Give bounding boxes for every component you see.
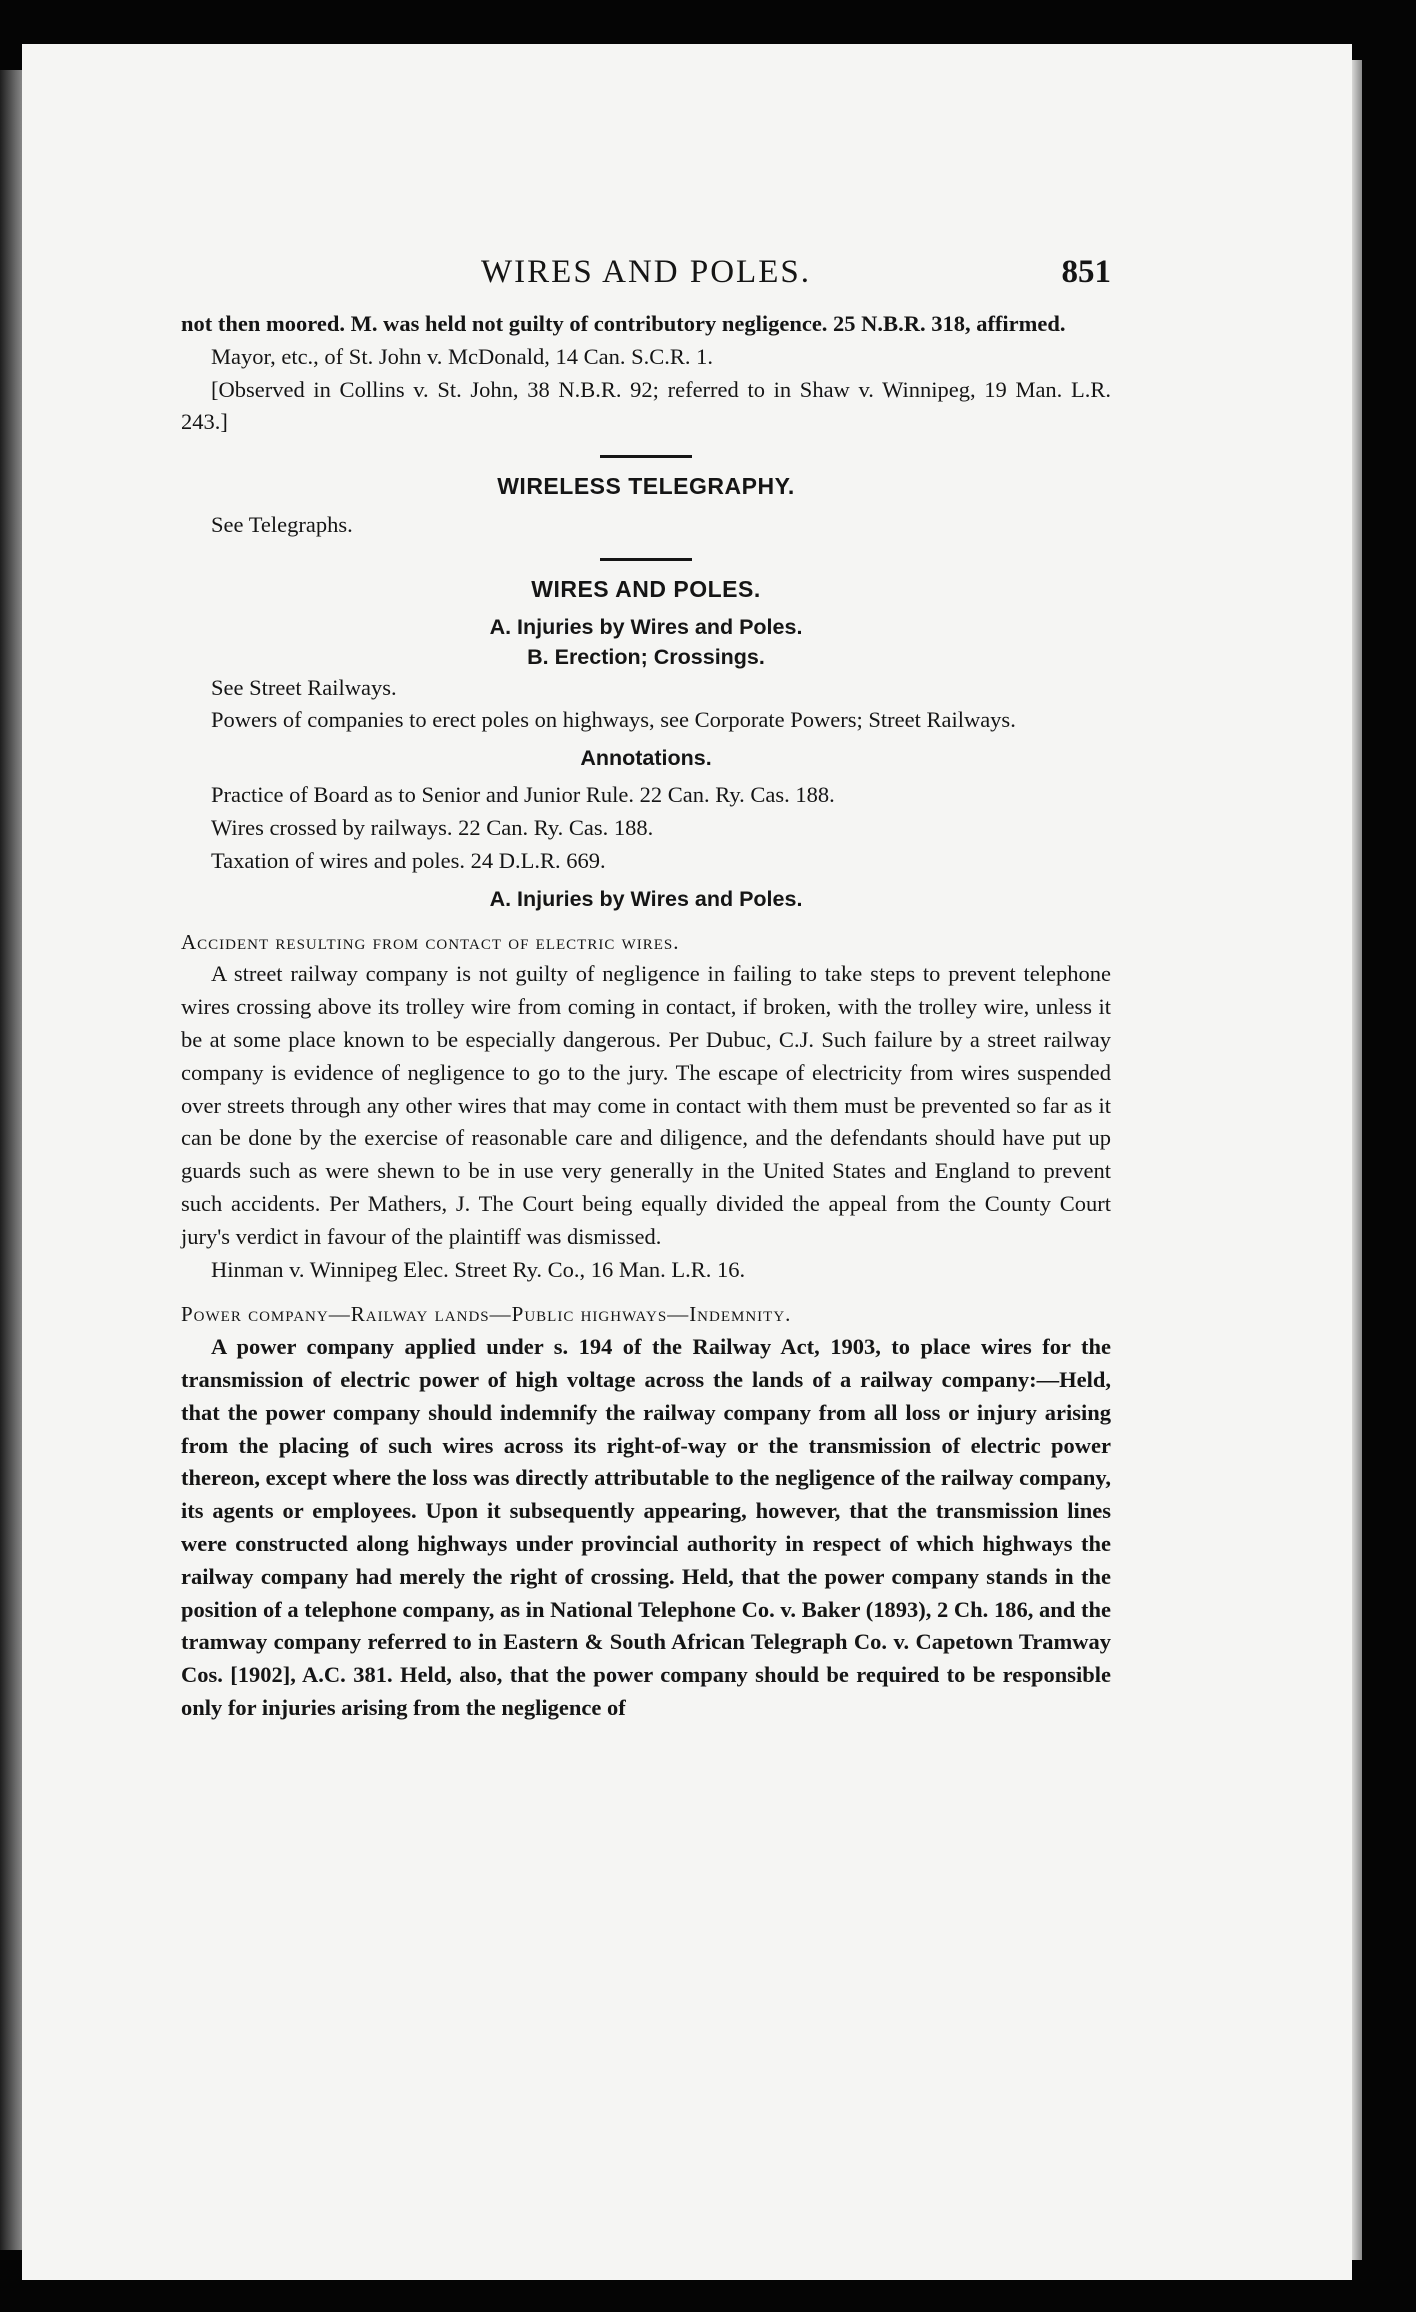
citation-hinman: Hinman v. Winnipeg Elec. Street Ry. Co., 16 Man. L.R. 16.	[211, 1256, 746, 1282]
section-rule	[600, 455, 692, 458]
caption-accident: Accident resulting from contact of electric wires.	[181, 929, 680, 954]
annotation-item: Practice of Board as to Senior and Junior Rule. 22 Can. Ry. Cas. 188.	[211, 782, 835, 808]
section-rule	[600, 558, 692, 561]
observed-note: [Observed in Collins v. St. John, 38 N.B.R. 92; referred to in Shaw v. Winnipeg, 19 Man. L.R. 243.]	[181, 376, 1111, 435]
page-number: 851	[1061, 254, 1111, 290]
caption-power-company: Power company—Railway lands—Public highways—Indemnity.	[181, 1302, 792, 1327]
section-a-heading: A. Injuries by Wires and Poles.	[489, 886, 803, 911]
page-edge	[1352, 60, 1362, 2260]
subhead-b: B. Erection; Crossings.	[527, 644, 765, 669]
page-content	[181, 256, 1111, 1725]
annotation-item: Wires crossed by railways. 22 Can. Ry. Cas. 188.	[211, 814, 654, 840]
running-head	[181, 256, 1111, 300]
paragraph-power-company: A power company applied under s. 194 of the Railway Act, 1903, to place wires for the transmission of electric power of high voltage across the lands of a railway company:—Held, that the power company should indemnify the railway company from all loss or injury arising from the placing of such wires across its right-of-way or the transmission of electric power thereon, except where the loss was directly attributable to the negligence of the railway company, its agents or employees. Upon it subsequently appearing, however, that the transmission lines were constructed along highways under provincial authority in respect of which highways the railway company had merely the right of crossing. Held, that the power company stands in the position of a telephone company, as in National Telephone Co. v. Baker (1893), 2 Ch. 186, and the tramway company referred to in Eastern & South African Telegraph Co. v. Capetown Tramway Cos. [1902], A.C. 381. Held, also, that the power company should be required to be responsible only for injuries arising from the negligence of	[181, 1334, 1111, 1720]
powers-reference: Powers of companies to erect poles on highways, see Corporate Powers; Street Railways.	[211, 707, 1016, 733]
continuation-paragraph: not then moored. M. was held not guilty of contributory negligence. 25 N.B.R. 318, affirmed.	[181, 311, 1066, 336]
wires-see-reference: See Street Railways.	[211, 674, 397, 700]
paragraph-accident: A street railway company is not guilty of negligence in failing to take steps to prevent telephone wires crossing above its trolley wire from coming in contact, if broken, with the trolley wire, unless it be at some place known to be especially dangerous. Per Dubuc, C.J. Such failure by a street railway company is evidence of negligence to go to the jury. The escape of electricity from wires suspended over streets through any other wires that may come in contact with them must be prevented so far as it can be done by the exercise of reasonable care and diligence, and the defendants should have put up guards such as were shewn to be in use very generally in the United States and England to prevent such accidents. Per Mathers, J. The Court being equally divided the appeal from the County Court jury's verdict in favour of the plaintiff was dismissed.	[181, 961, 1111, 1249]
case-citation: Mayor, etc., of St. John v. McDonald, 14 Can. S.C.R. 1.	[211, 343, 713, 369]
annotation-item: Taxation of wires and poles. 24 D.L.R. 669.	[211, 847, 606, 873]
wires-heading: WIRES AND POLES.	[531, 575, 761, 602]
running-title: WIRES AND POLES.	[481, 254, 811, 290]
annotations-heading: Annotations.	[580, 746, 712, 771]
wireless-heading: WIRELESS TELEGRAPHY.	[497, 473, 795, 500]
subhead-a: A. Injuries by Wires and Poles.	[489, 614, 803, 639]
wireless-see-reference: See Telegraphs.	[211, 511, 353, 537]
